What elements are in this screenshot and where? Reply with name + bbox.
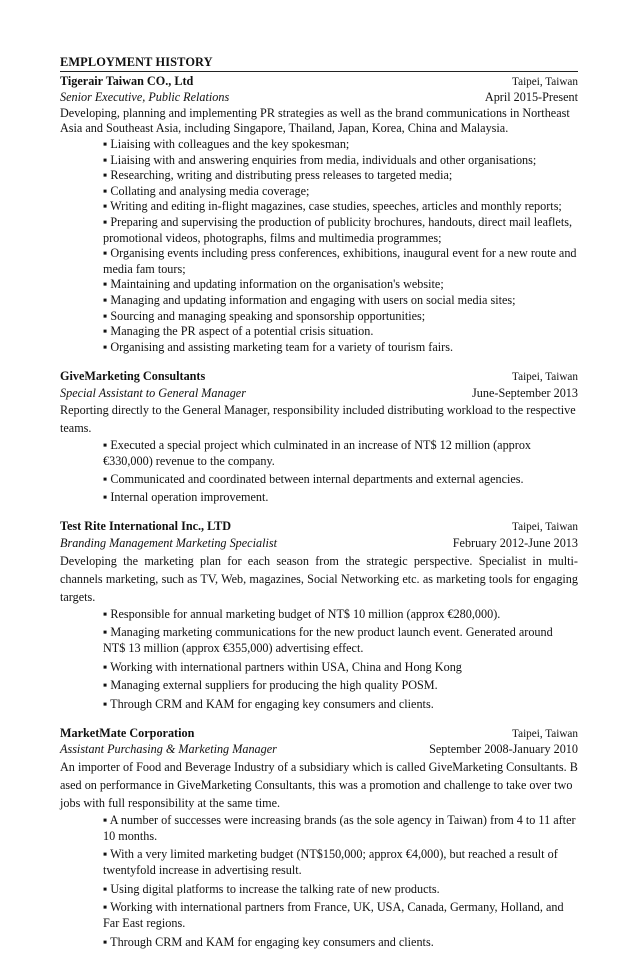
job-role-row xyxy=(60,90,578,106)
job-header xyxy=(60,74,578,91)
job-location: Taipei, Taiwan xyxy=(512,521,578,534)
list-item: ▪ Collating and analysing media coverage; xyxy=(103,183,310,198)
resume-page xyxy=(60,55,578,964)
job-role: Assistant Purchasing & Marketing Manager xyxy=(60,742,277,757)
job-dates: September 2008-January 2010 xyxy=(429,742,578,757)
job-header xyxy=(60,369,578,386)
list-item: ▪ Internal operation improvement. xyxy=(103,490,269,505)
list-item: ▪ Through CRM and KAM for engaging key consumers and clients. xyxy=(103,934,434,949)
list-item: ▪ Sourcing and managing speaking and sponsorship opportunities; xyxy=(103,308,426,323)
job-bullets xyxy=(60,606,578,712)
job-bullets xyxy=(60,437,578,505)
job-role: Senior Executive, Public Relations xyxy=(60,90,230,105)
list-item: ▪ Preparing and supervising the production of publicity brochures, handouts, direct mail leaflets, promotional videos, photographs, films and multimedia programmes; xyxy=(103,214,573,245)
list-item: ▪ Managing marketing communications for the new product launch event. Generated around NT$ 13 million (approx €355,000) advertising effect. xyxy=(103,625,553,656)
job-summary: Reporting directly to the General Manager, responsibility included distributing workload to the respective teams. xyxy=(60,403,576,436)
job-entry-givemarketing xyxy=(60,369,578,505)
list-item: ▪ With a very limited marketing budget (NT$150,000; approx €4,000), but reached a result of twentyfold increase in advertising result. xyxy=(103,847,558,878)
section-title: EMPLOYMENT HISTORY xyxy=(60,55,578,72)
list-item: ▪ Writing and editing in-flight magazines, case studies, speeches, articles and monthly reports; xyxy=(103,199,562,214)
job-role: Branding Management Marketing Specialist xyxy=(60,536,277,551)
job-role: Special Assistant to General Manager xyxy=(60,385,246,400)
list-item: ▪ Managing the PR aspect of a potential crisis situation. xyxy=(103,324,374,339)
list-item: ▪ Maintaining and updating information on the organisation's website; xyxy=(103,277,444,292)
list-item: ▪ Managing external suppliers for producing the high quality POSM. xyxy=(103,678,438,693)
job-dates: April 2015-Present xyxy=(484,90,578,105)
job-role-row xyxy=(60,536,578,552)
company-name: Test Rite International Inc., LTD xyxy=(60,519,232,534)
job-entry-test-rite xyxy=(60,519,578,711)
job-role-row xyxy=(60,386,578,402)
list-item: ▪ Working with international partners from France, UK, USA, Canada, Germany, Holland, and Far East regions. xyxy=(103,900,564,931)
job-dates: February 2012-June 2013 xyxy=(452,536,578,551)
job-location: Taipei, Taiwan xyxy=(512,727,578,740)
list-item: ▪ Researching, writing and distributing press releases to targeted media; xyxy=(103,168,453,183)
job-header xyxy=(60,519,578,536)
list-item: ▪ Through CRM and KAM for engaging key consumers and clients. xyxy=(103,696,434,711)
list-item: ▪ Working with international partners within USA, China and Hong Kong xyxy=(103,659,462,674)
job-entry-tigerair xyxy=(60,74,578,356)
list-item: ▪ Managing and updating information and engaging with users on social media sites; xyxy=(103,292,516,307)
job-role-row xyxy=(60,742,578,758)
list-item: ▪ Communicated and coordinated between internal departments and external agencies. xyxy=(103,472,524,487)
job-bullets xyxy=(60,137,578,355)
job-summary: Developing, planning and implementing PR strategies as well as the brand communications in Northeast Asia and Southeast Asia, including Singapore, Thailand, Japan, Korea, China and Malaysia. xyxy=(60,105,570,136)
list-item: ▪ Using digital platforms to increase the talking rate of new products. xyxy=(103,881,440,896)
company-name: MarketMate Corporation xyxy=(60,725,195,740)
job-summary: An importer of Food and Beverage Industry of a subsidiary which is called GiveMarketing Consultants. Based on performance in GiveMarketing Consultants, this was a promotion and challenge to take over two jobs with full responsibility at the same time. xyxy=(60,759,578,810)
job-header xyxy=(60,726,578,743)
list-item: ▪ Liaising with colleagues and the key spokesman; xyxy=(103,136,350,151)
list-item: ▪ Organising and assisting marketing team for a variety of tourism fairs. xyxy=(103,339,454,354)
job-location: Taipei, Taiwan xyxy=(512,75,578,88)
list-item: ▪ Organising events including press conferences, exhibitions, inaugural event for a new route and media fam tours; xyxy=(103,246,577,276)
company-name: GiveMarketing Consultants xyxy=(60,369,206,384)
list-item: ▪ Executed a special project which culminated in an increase of NT$ 12 million (approx €330,000) revenue to the company. xyxy=(103,438,532,469)
job-entry-marketmate xyxy=(60,726,578,950)
list-item: ▪ A number of successes were increasing brands (as the sole agency in Taiwan) from 4 to 11 after 10 months. xyxy=(103,812,576,843)
list-item: ▪ Responsible for annual marketing budget of NT$ 10 million (approx €280,000). xyxy=(103,606,501,621)
job-dates: June-September 2013 xyxy=(472,385,578,400)
job-location: Taipei, Taiwan xyxy=(512,371,578,384)
job-summary: Developing the marketing plan for each season from the strategic perspective. Specialist in multi-channels marketing, such as TV, Web, magazines, Social Networking etc. as marketing tools for engaging targets. xyxy=(60,553,578,604)
company-name: Tigerair Taiwan CO., Ltd xyxy=(60,73,194,88)
list-item: ▪ Liaising with and answering enquiries from media, individuals and other organisations; xyxy=(103,152,537,167)
job-bullets xyxy=(60,812,578,950)
